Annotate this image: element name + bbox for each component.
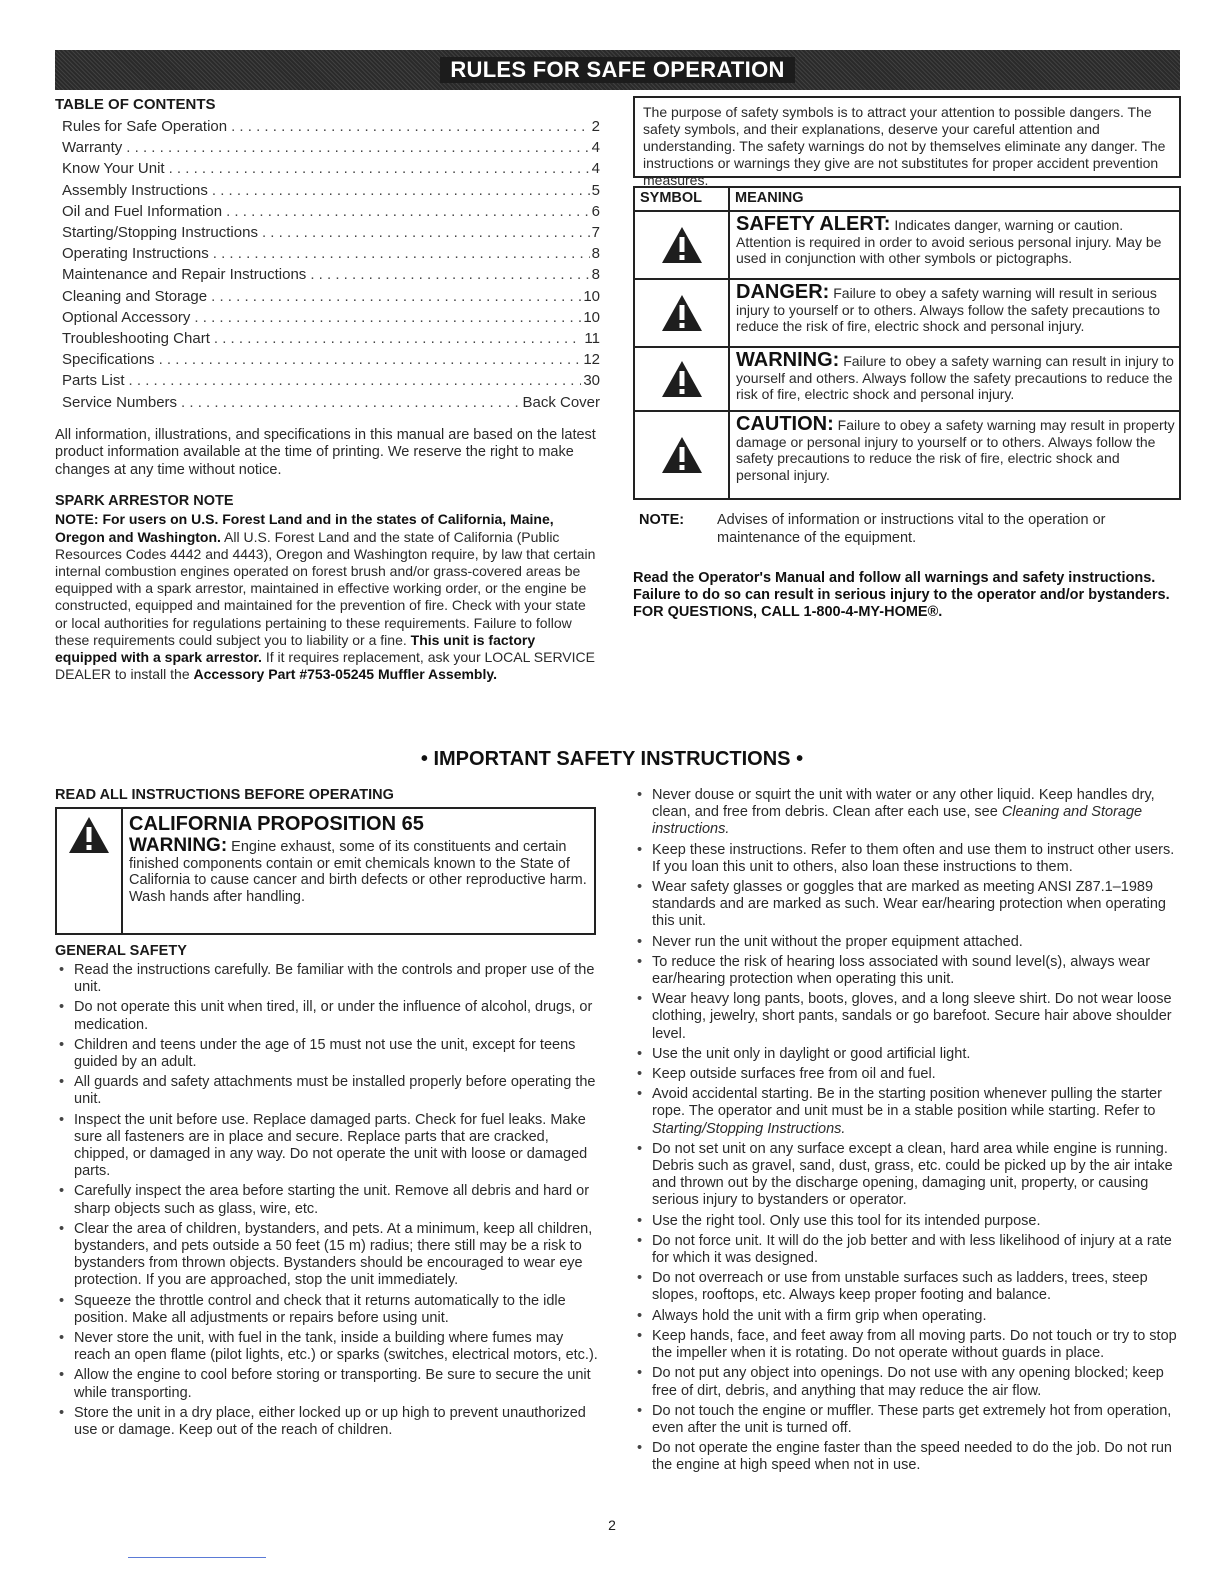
toc-item-page: 10 <box>583 308 600 326</box>
toc-item-page: 4 <box>591 139 600 157</box>
signal-word: SAFETY ALERT: <box>736 213 891 235</box>
read-manual-warning <box>633 570 1181 621</box>
list-item: • All guards and safety attachments must be installed properly before operating the unit. <box>55 1074 600 1108</box>
signal-word: DANGER: <box>736 281 830 303</box>
read-manual-line-2: Failure to do so can result in serious injury to the operator and/or bystanders. <box>633 587 1170 603</box>
general-safety-heading: GENERAL SAFETY <box>55 943 187 959</box>
toc-leader <box>262 222 590 243</box>
list-item: • Children and teens under the age of 15 must not use the unit, except for teens guided by an adult. <box>55 1037 600 1071</box>
list-item: • Do not operate this unit when tired, ill, or under the influence of alcohol, drugs, or medication. <box>55 999 600 1033</box>
general-safety-list <box>55 962 600 1439</box>
important-safety-title: • IMPORTANT SAFETY INSTRUCTIONS • <box>420 748 804 770</box>
toc-leader <box>211 286 581 307</box>
list-item: • Use the right tool. Only use this tool for its intended purpose. <box>633 1213 1181 1230</box>
toc-item-label: Warranty <box>62 139 123 157</box>
toc-leader <box>310 264 589 285</box>
toc-item-page: 11 <box>584 330 600 348</box>
toc-item-page: 2 <box>591 118 600 135</box>
toc-item-label: Assembly Instructions <box>62 181 208 199</box>
section-banner <box>55 50 1180 90</box>
toc-item <box>62 264 600 285</box>
warning-triangle-icon <box>67 815 111 855</box>
toc-leader <box>126 137 589 158</box>
toc-leader <box>181 392 520 413</box>
spark-bold-2: This unit is factory equipped with a spark arrestor. <box>55 631 536 665</box>
list-item: • Never store the unit, with fuel in the tank, inside a building where fumes may reach an open flame (pilot lights, etc.) or sparks (switches, electrical motors, etc.). <box>55 1330 600 1364</box>
item-text: Avoid accidental starting. Be in the starting position whenever pulling the starter rope. The operator and unit must be in a stable position while starting. Refer to <box>652 1086 1162 1120</box>
prop65-warning <box>129 835 588 905</box>
prop65-text: Engine exhaust, some of its constituents and certain finished components contain or emit chemicals known to the State of California to cause cancer and birth defects or other reproductive harm. Wash hands after handling. <box>129 839 587 905</box>
toc-item-label: Cleaning and Storage <box>62 287 208 305</box>
safety-instructions-list-avoid <box>633 1086 1181 1138</box>
item-reference: Cleaning and Storage instructions. <box>652 804 1143 838</box>
page-number: 2 <box>608 1517 616 1533</box>
symbol-row-caution <box>635 412 1179 498</box>
toc-item-page: 12 <box>583 351 600 369</box>
toc-item <box>62 328 600 349</box>
list-item <box>633 787 1181 839</box>
list-item: • To reduce the risk of hearing loss associated with sound level(s), always wear ear/hearing protection when operating this unit. <box>633 954 1181 988</box>
toc-item <box>62 349 600 370</box>
toc-item <box>62 180 600 201</box>
safety-instructions-list-b <box>633 1141 1181 1475</box>
list-item: • Do not touch the engine or muffler. These parts get extremely hot from operation, even after the unit is turned off. <box>633 1403 1181 1437</box>
toc-leader <box>231 116 590 137</box>
right-column <box>633 96 1181 621</box>
toc-item-label: Parts List <box>62 372 125 390</box>
signal-text: Failure to obey a safety warning will result in serious injury to yourself or to others. Always follow the safety precautions to reduce the risk of fire, electric shock and personal injury. <box>736 285 1161 334</box>
list-item: • Allow the engine to cool before storing or transporting. Be sure to secure the unit while transporting. <box>55 1367 600 1401</box>
prop65-box <box>55 807 596 935</box>
toc-leader <box>194 307 581 328</box>
warning-triangle-icon <box>660 435 704 475</box>
toc-item-page: 30 <box>583 372 600 390</box>
toc-title: TABLE OF CONTENTS <box>55 96 216 113</box>
signal-text: Indicates danger, warning or caution. Attention is required in order to avoid serious personal injury. May be used in conjunction with other symbols or pictographs. <box>736 217 1162 266</box>
prop65-title: CALIFORNIA PROPOSITION 65 <box>129 813 424 835</box>
symbol-column-header: SYMBOL <box>635 188 730 210</box>
toc-item-label: Rules for Safe Operation <box>62 118 228 135</box>
signal-text: Failure to obey a safety warning may result in property damage or personal injury to yourself or to others. Always follow the safety precautions to reduce the risk of fire, electric shock and personal injury. <box>736 417 1175 483</box>
right-column-lower <box>633 787 1181 1478</box>
toc-item <box>62 116 600 137</box>
warning-triangle-icon <box>660 225 704 265</box>
toc-item-page: Back Cover <box>522 393 600 411</box>
read-all-heading: READ ALL INSTRUCTIONS BEFORE OPERATING <box>55 787 394 803</box>
toc-item <box>62 392 600 413</box>
list-item <box>633 1086 1181 1138</box>
signal-text: Failure to obey a safety warning can result in injury to yourself and others. Always follow the safety precautions to reduce the risk of fire, electric shock and personal injury. <box>736 353 1174 402</box>
toc-item-page: 5 <box>591 181 600 199</box>
toc-item-label: Know Your Unit <box>62 160 165 178</box>
toc-item-label: Specifications <box>62 351 155 369</box>
divider <box>128 1557 266 1558</box>
spark-text-2: If it requires replacement, ask your LOCAL SERVICE DEALER to install the <box>55 648 595 683</box>
symbol-row-danger <box>635 280 1179 348</box>
list-item: • Keep outside surfaces free from oil and fuel. <box>633 1066 1181 1083</box>
toc-leader <box>129 370 582 391</box>
list-item: • Always hold the unit with a firm grip when operating. <box>633 1308 1181 1325</box>
toc-leader <box>212 180 590 201</box>
banner-title: RULES FOR SAFE OPERATION <box>440 57 794 83</box>
info-paragraph: All information, illustrations, and specifications in this manual are based on the latest product information available at the time of printing. We reserve the right to make changes at any time without notice. <box>55 426 596 478</box>
list-item: • Carefully inspect the area before starting the unit. Remove all debris and hard or sharp objects such as glass, wire, etc. <box>55 1183 600 1217</box>
safety-instructions-list <box>633 787 1181 839</box>
purpose-box: The purpose of safety symbols is to attract your attention to possible dangers. The safety symbols, and their explanations, deserve your careful attention and understanding. The safety warnings do not by themselves eliminate any danger. The instructions or warnings they give are not substitutes for proper accident prevention measures. <box>633 96 1181 178</box>
signal-word: WARNING: <box>736 349 840 371</box>
read-manual-line-3: FOR QUESTIONS, CALL 1-800-4-MY-HOME®. <box>633 604 943 620</box>
toc-item-label: Service Numbers <box>62 393 178 411</box>
meaning-column-header: MEANING <box>735 190 804 206</box>
list-item: • Clear the area of children, bystanders, and pets. At a minimum, keep all children, bystanders, and pets outside a 50 feet (15 m) radius; there still may be a risk to bystanders from thrown objects. Bystanders should be encouraged to wear eye protection. If you are approached, stop the unit immediately. <box>55 1221 600 1290</box>
list-item: • Do not put any object into openings. Do not use with any opening blocked; keep free of dirt, debris, and anything that may reduce the air flow. <box>633 1365 1181 1399</box>
list-item: • Wear safety glasses or goggles that are marked as meeting ANSI Z87.1–1989 standards and are marked as such. Wear ear/hearing protection when operating this unit. <box>633 879 1181 931</box>
list-item: • Wear heavy long pants, boots, gloves, and a long sleeve shirt. Do not wear loose clothing, jewelry, short pants, sandals or go barefoot. Secure hair above shoulder level. <box>633 991 1181 1043</box>
note <box>633 512 1181 547</box>
spark-bold-3: Accessory Part #753-05245 Muffler Assembly. <box>193 666 498 683</box>
toc-item-page: 10 <box>583 287 600 305</box>
toc-item <box>62 286 600 307</box>
list-item: • Use the unit only in daylight or good artificial light. <box>633 1046 1181 1063</box>
toc-leader <box>169 158 590 179</box>
toc-item <box>62 307 600 328</box>
list-item: • Keep hands, face, and feet away from all moving parts. Do not touch or try to stop the impeller when it is rotating. Do not operate without guards in place. <box>633 1328 1181 1362</box>
toc-item-label: Oil and Fuel Information <box>62 202 223 220</box>
toc-item-page: 7 <box>591 224 600 242</box>
item-text: Never douse or squirt the unit with water or any other liquid. Keep handles dry, clean, and free from debris. Clean after each use, see <box>652 787 1155 821</box>
toc-leader <box>213 243 590 264</box>
signal-word: WARNING: <box>129 835 228 856</box>
toc-item <box>62 243 600 264</box>
warning-triangle-icon <box>660 359 704 399</box>
list-item: • Never run the unit without the proper equipment attached. <box>633 934 1181 951</box>
spark-text-1: All U.S. Forest Land and the state of California (Public Resources Codes 4442 and 4443), Oregon and Washington require, by law that certain internal combustion engines operated on forest brush and/or grass-covered areas be equipped with a spark arrestor, maintained in effective working order, or the engine be constructed, equipped and maintained for the prevention of fire. Check with your state or local authorities for regulations pertaining to these requirements. Failure to follow these requirements could subject you to liability or a fine. <box>55 528 596 648</box>
spark-paragraph <box>55 511 600 683</box>
toc-item-label: Starting/Stopping Instructions <box>62 224 258 242</box>
toc-item <box>62 158 600 179</box>
list-item: • Read the instructions carefully. Be familiar with the controls and proper use of the unit. <box>55 962 600 996</box>
list-item: • Store the unit in a dry place, either locked up or up high to prevent unauthorized use or damage. Keep out of the reach of children. <box>55 1405 600 1439</box>
toc-item <box>62 370 600 391</box>
read-manual-line-1: Read the Operator's Manual and follow all warnings and safety instructions. <box>633 570 1156 586</box>
note-text: Advises of information or instructions vital to the operation or maintenance of the equipment. <box>717 512 1106 546</box>
list-item: • Inspect the unit before use. Replace damaged parts. Check for fuel leaks. Make sure all fasteners are in place and secure. Replace parts that are cracked, chipped, or damaged in any way. Do not operate the unit with loose or damaged parts. <box>55 1112 600 1181</box>
symbol-row-warning <box>635 348 1179 412</box>
list-item: • Do not operate the engine faster than the speed needed to do the job. Do not run the engine at high speed when not in use. <box>633 1440 1181 1474</box>
toc-item <box>62 137 600 158</box>
toc-item-page: 6 <box>591 202 600 220</box>
toc-item-page: 4 <box>591 160 600 178</box>
symbol-table-header <box>635 188 1179 212</box>
toc-item-page: 8 <box>591 245 600 263</box>
toc-leader <box>226 201 590 222</box>
toc-item <box>62 201 600 222</box>
toc-item-label: Troubleshooting Chart <box>62 330 210 348</box>
list-item: • Squeeze the throttle control and check that it returns automatically to the idle position. Make all adjustments or repairs before using unit. <box>55 1293 600 1327</box>
safety-instructions-list-a <box>633 842 1181 1084</box>
list-item: • Do not force unit. It will do the job better and with less likelihood of injury at a rate for which it was designed. <box>633 1233 1181 1267</box>
note-label: NOTE: <box>639 512 685 528</box>
toc-item-label: Maintenance and Repair Instructions <box>62 266 307 284</box>
symbol-table <box>633 186 1181 500</box>
left-column <box>55 96 600 683</box>
toc-item-label: Optional Accessory <box>62 308 191 326</box>
item-reference: Starting/Stopping Instructions. <box>652 1120 846 1137</box>
list-item: • Do not set unit on any surface except a clean, hard area while engine is running. Debris such as gravel, sand, dust, grass, etc. could be picked up by the air intake and thrown out by the discharge opening, damaging unit, property, or causing serious injury to bystanders or operator. <box>633 1141 1181 1210</box>
toc-leader <box>159 349 582 370</box>
left-column-lower <box>55 787 600 1442</box>
signal-word: CAUTION: <box>736 413 834 435</box>
list-item: • Do not overreach or use from unstable surfaces such as ladders, trees, steep slopes, rooftops, etc. Always keep proper footing and balance. <box>633 1270 1181 1304</box>
warning-triangle-icon <box>660 293 704 333</box>
toc-item <box>62 222 600 243</box>
spark-heading: SPARK ARRESTOR NOTE <box>55 493 234 510</box>
list-item: • Keep these instructions. Refer to them often and use them to instruct other users. If you loan this unit to others, also loan these instructions to them. <box>633 842 1181 876</box>
toc-leader <box>214 328 583 349</box>
toc-item-label: Operating Instructions <box>62 245 209 263</box>
spark-bold-1: NOTE: For users on U.S. Forest Land and in the states of California, Maine, Oregon and Washington. <box>55 511 554 545</box>
symbol-row-safety-alert <box>635 212 1179 280</box>
table-of-contents <box>55 116 600 413</box>
toc-item-page: 8 <box>591 266 600 284</box>
